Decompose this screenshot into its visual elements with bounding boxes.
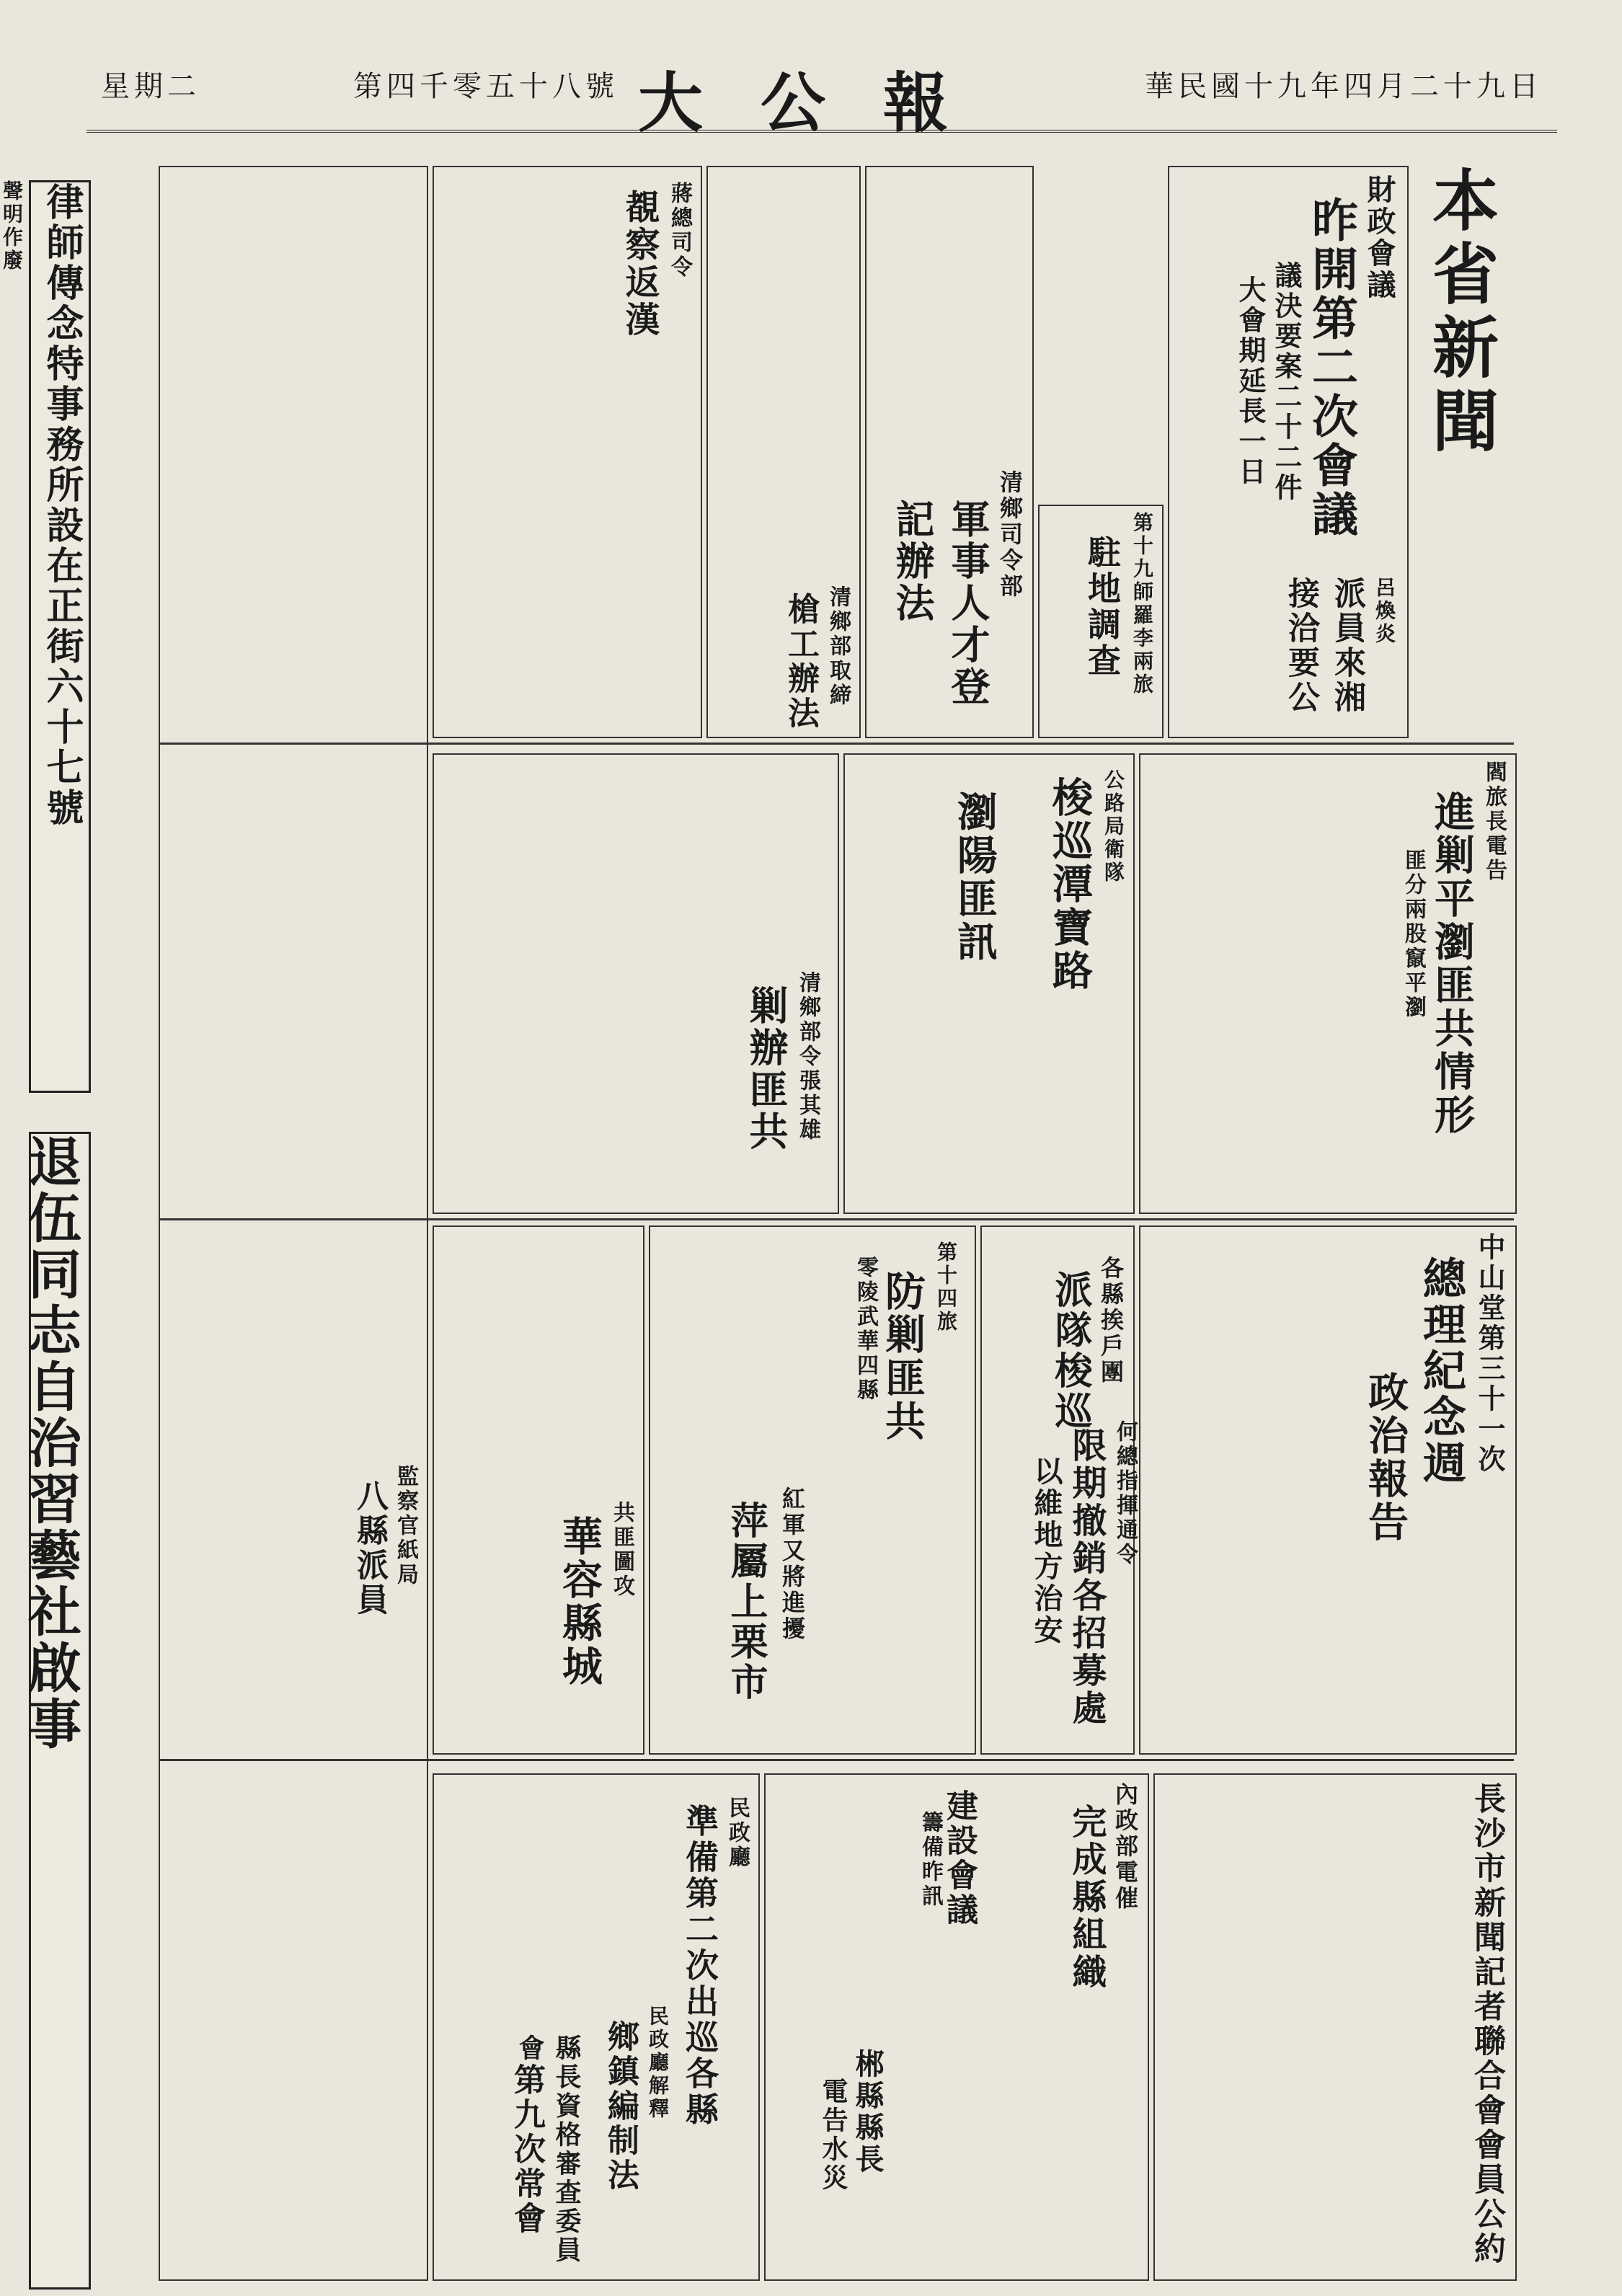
article-bandit-suppression: [1139, 753, 1517, 1214]
article-zhang-qixiong: [433, 753, 839, 1214]
headline: 蔣總司令: [667, 182, 692, 280]
masthead: [87, 50, 1557, 141]
ad-lawyer: 律師傳念特事務所設在正街六十七號: [29, 180, 91, 1093]
subhead: 籌備昨訊: [918, 1811, 943, 1909]
article-gun-workers: [706, 166, 861, 738]
subhead: 派隊梭巡: [1048, 1270, 1092, 1432]
subhead: 進剿平瀏匪共情形: [1428, 791, 1476, 1137]
subhead: 防剿匪共: [879, 1270, 926, 1443]
subhead: 覩察返漢: [619, 189, 660, 339]
headline: 呂煥炎: [1373, 577, 1396, 646]
headline: 縣長資格審查委員會: [515, 2034, 582, 2265]
subhead: 駐地調查: [1083, 535, 1122, 679]
section-title: 本省新聞: [1422, 166, 1499, 460]
article-journalists-pact: [1153, 1773, 1517, 2281]
deck: 匪分兩股竄平瀏: [1401, 848, 1426, 1020]
headline: 公路局衛隊: [1102, 769, 1125, 885]
ad-notice: 聲明作廢: [0, 180, 24, 272]
masthead-date: 華民國十九年四月二十九日: [1145, 70, 1543, 103]
headline: 清鄉部令張其雄: [795, 971, 820, 1143]
masthead-weekday: 星期二: [101, 70, 200, 103]
headline: 建設會議: [941, 1789, 978, 1928]
article-military-talent: [865, 166, 1034, 738]
headline: 瀏陽匪訊: [951, 791, 998, 964]
deck: 零陵武華四縣: [853, 1256, 878, 1403]
subhead: 總理紀念週: [1416, 1256, 1466, 1486]
headline: 民政廳: [724, 1796, 750, 1870]
masthead-issue: 第四千零五十八號: [353, 70, 619, 103]
article-huarong: [433, 1225, 644, 1755]
headline: 第十四旅: [934, 1241, 958, 1334]
subhead: 軍事人才登記辦法: [890, 499, 991, 708]
headline: 民政廳解釋: [646, 2005, 670, 2121]
subhead: 剿辦匪共: [743, 985, 789, 1153]
article-road-patrol: [843, 753, 1135, 1214]
subhead: 槍工辦法: [782, 593, 819, 731]
article-chiang-return: [433, 166, 702, 738]
headline: 何總指揮通令: [1112, 1420, 1138, 1567]
ad-veterans: 退伍同志自治習藝社啟事: [29, 1132, 91, 2290]
headline: 共匪圖攻: [609, 1501, 634, 1599]
subhead: 昨開第二次會議: [1304, 196, 1358, 539]
article-19th-division: [1038, 505, 1164, 738]
headline: 紅軍又將進擾: [779, 1486, 806, 1642]
subhead: 八縣派員: [351, 1479, 388, 1618]
left-news-column: [159, 166, 428, 2281]
headline: 第十九師羅李兩旅: [1130, 512, 1154, 696]
deck: 以維地方治安: [1029, 1456, 1063, 1646]
headline: 內政部電催: [1112, 1782, 1139, 1912]
article-inspection-tour: [433, 1773, 760, 2281]
subhead: 派員來湘接洽要公: [1282, 577, 1365, 715]
subhead: 梭巡潭寶路: [1046, 776, 1094, 993]
subhead: 鄉鎮編制法: [602, 2020, 639, 2193]
subhead: 準備第二次出巡各縣: [681, 1804, 719, 2128]
subhead: 華容縣城: [556, 1515, 603, 1688]
subhead: 完成縣組織: [1066, 1804, 1107, 1991]
headline: 長沙市新聞記者聯合會會員公約: [1468, 1782, 1505, 2266]
headline: 財政會議: [1362, 174, 1396, 301]
headline: 閻旅長電告: [1481, 761, 1507, 883]
subhead: 第九次常會: [508, 2063, 545, 2236]
left-ad-column: [0, 180, 115, 2271]
masthead-title: 大公報: [638, 65, 1006, 141]
headline: 監察官紙局: [393, 1465, 418, 1587]
headline: 郴縣縣長: [851, 2049, 885, 2176]
article-memorial-week: [1139, 1225, 1517, 1755]
subhead: 電告水災: [818, 2078, 848, 2193]
subhead: 限期撤銷各招募處: [1066, 1427, 1107, 1727]
headline: 清鄉司令部: [996, 470, 1024, 600]
deck: 大會期延長一日: [1234, 275, 1267, 487]
article-lv-huanyan: [1168, 577, 1406, 735]
article-county-org: [764, 1773, 1149, 2281]
headline: 各縣挨戶團: [1097, 1256, 1125, 1386]
article-recruit-office: [901, 1413, 1146, 1752]
headline: 清鄉部取締: [825, 585, 851, 708]
subhead: 萍屬上栗市: [724, 1501, 768, 1703]
headline: 中山堂第三十一次: [1473, 1233, 1506, 1475]
deck: 議決要案二十二件: [1270, 261, 1303, 503]
deck: 政治報告: [1362, 1371, 1409, 1544]
